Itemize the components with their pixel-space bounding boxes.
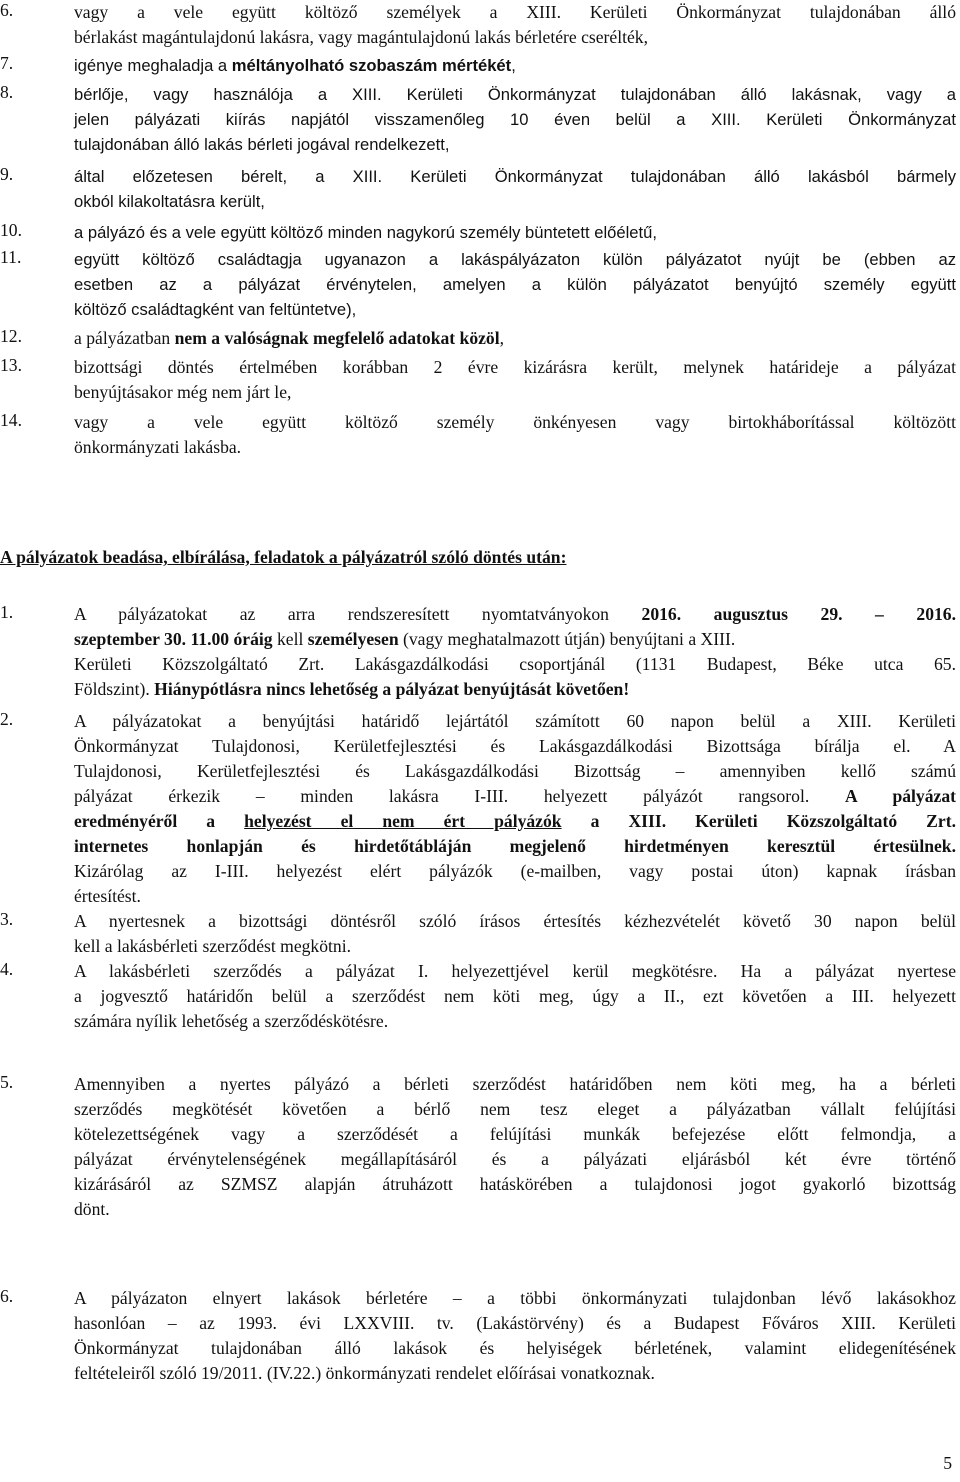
list-item-text: bérlakást magántulajdonú lakásra, vagy magántulajdonú lakás bérletére cserélték, (74, 27, 649, 47)
list-item-text: A nyertesnek a bizottsági döntésről szóló írásos értesítés kézhezvételét követő 30 napon belül (74, 911, 956, 931)
list-item-text: A pályázatokat az arra rendszeresített nyomtatványokon 2016. augusztus 29. – 2016. (74, 604, 956, 624)
list-item-text: együtt költöző családtagja ugyanazon a lakáspályázaton külön pályázatot nyújt be (ebben az (74, 250, 956, 269)
list-item-number: 1. (0, 602, 14, 622)
list-item-number: 6. (0, 1286, 14, 1306)
list-item-number: 14. (0, 410, 22, 430)
list-item-text: szerződés megkötését követően a bérlő nem tesz eleget a pályázatban vállalt felújítási (74, 1099, 956, 1119)
list-item-text: pályázat érkezik – minden lakásra I-III. helyezett pályázót rangsorol. A pályázat (74, 786, 956, 806)
list-item-text: a pályázatban nem a valóságnak megfelelő adatokat közöl, (74, 328, 505, 348)
list-item-text: pályázat érvénytelenségének megállapításáról és a pályázati eljárásból két évre történő (74, 1149, 956, 1169)
list-item-text: kötelezettségének vagy a szerződését a felújítási munkák befejezése előtt felmondja, a (74, 1124, 956, 1144)
list-item-number: 3. (0, 909, 14, 929)
list-item-text: hasonlóan – az 1993. évi LXXVIII. tv. (Lakástörvény) és a Budapest Főváros XIII. Kerületi (74, 1313, 956, 1333)
underlined-text: helyezést el nem ért pályázók (244, 811, 562, 831)
list-item-text: költöző családtagként van feltüntetve), (74, 300, 357, 319)
list-item-text: Önkormányzat tulajdonában álló lakások és helyiségek bérletének, valamint elidegenítésének (74, 1338, 956, 1358)
emphasis-text: szeptember 30. 11.00 óráig (74, 629, 273, 649)
page-number: 5 (943, 1453, 952, 1473)
emphasis-text: méltányolható szobaszám mértékét (231, 56, 512, 75)
list-item-number: 10. (0, 220, 22, 240)
list-item-text: által előzetesen bérelt, a XIII. Kerületi Önkormányzat tulajdonában álló lakásból bármely (74, 167, 956, 186)
list-item-text: vagy a vele együtt költöző személy önkényesen vagy birtokháborítással költözött (74, 412, 956, 432)
emphasis-text: személyesen (307, 629, 399, 649)
list-item-text: szeptember 30. 11.00 óráig kell személyesen (vagy meghatalmazott útján) benyújtani a XIII. (74, 629, 736, 649)
list-item-number: 2. (0, 709, 14, 729)
list-item-text: Tulajdonosi, Kerületfejlesztési és Lakásgazdálkodási Bizottság – amennyiben kellő számú (74, 761, 956, 781)
list-item-text: kell a lakásbérleti szerződést megkötni. (74, 936, 351, 956)
list-item-number: 6. (0, 0, 14, 20)
section-heading: A pályázatok beadása, elbírálása, feladatok a pályázatról szóló döntés után: (0, 547, 567, 567)
list-item-text: bizottsági döntés értelmében korábban 2 évre kizárásra került, melynek határideje a pályázat (74, 357, 956, 377)
list-item-number: 5. (0, 1072, 14, 1092)
list-item-text: Kizárólag az I-III. helyezést elért pályázók (e-mailben, vagy postai úton) kapnak írásban (74, 861, 956, 881)
list-item-text: feltételeiről szóló 19/2011. (IV.22.) önkormányzati rendelet előírásai vonatkoznak. (74, 1363, 655, 1383)
list-item-text: kizárásáról az SZMSZ alapján átruházott hatáskörében a tulajdonosi jogot gyakorló bizottság (74, 1174, 956, 1194)
list-item-text: A pályázatokat a benyújtási határidő lejártától számított 60 napon belül a XIII. Kerületi (74, 711, 956, 731)
list-item-text: vagy a vele együtt költöző személyek a XIII. Kerületi Önkormányzat tulajdonában álló (74, 2, 956, 22)
list-item-text: Amennyiben a nyertes pályázó a bérleti szerződést határidőben nem köti meg, ha a bérleti (74, 1074, 956, 1094)
list-item-text: Önkormányzat Tulajdonosi, Kerületfejlesztési és Lakásgazdálkodási Bizottsága bírálja el. A (74, 736, 956, 756)
emphasis-text: nem a valóságnak megfelelő adatokat közöl (174, 328, 500, 348)
list-item-number: 11. (0, 247, 22, 267)
list-item-text: eredményéről a helyezést el nem ért pályázók a XIII. Kerületi Közszolgáltató Zrt. (74, 811, 956, 831)
list-item-number: 4. (0, 959, 14, 979)
list-item-number: 8. (0, 82, 14, 102)
emphasis-text: A pályázat (844, 786, 956, 806)
list-item-number: 9. (0, 164, 14, 184)
list-item-text: Földszint). Hiánypótlásra nincs lehetőség a pályázat benyújtását követően! (74, 679, 630, 699)
emphasis-text: Hiánypótlásra nincs lehetőség a pályázat benyújtását követően! (154, 679, 630, 699)
list-item-text: benyújtásakor még nem járt le, (74, 382, 292, 402)
list-item-number: 13. (0, 355, 22, 375)
list-item-text: dönt. (74, 1199, 110, 1219)
list-item-text: okból kilakoltatásra került, (74, 192, 265, 211)
list-item-text: a jogvesztő határidőn belül a szerződést nem köti meg, úgy a II., ezt követően a III. helyezett (74, 986, 956, 1006)
list-item-number: 7. (0, 53, 14, 73)
list-item-text: esetben az a pályázat érvénytelen, amelyen a külön pályázatot benyújtó személy együtt (74, 275, 956, 294)
emphasis-text: 2016. augusztus 29. – 2016. (641, 604, 956, 624)
list-item-text: A lakásbérleti szerződés a pályázat I. helyezettjével kerül megkötésre. Ha a pályázat nyertese (74, 961, 956, 981)
list-item-text: önkormányzati lakásba. (74, 437, 242, 457)
list-item-number: 12. (0, 326, 22, 346)
list-item-text: értesítést. (74, 886, 141, 906)
list-item-text: tulajdonában álló lakás bérleti jogával rendelkezett, (74, 135, 450, 154)
list-item-text: internetes honlapján és hirdetőtábláján megjelenő hirdetményen keresztül értesülnek. (74, 836, 956, 856)
list-item-text: a pályázó és a vele együtt költöző minden nagykorú személy büntetett előéletű, (74, 223, 657, 242)
list-item-text: számára nyílik lehetőség a szerződéskötésre. (74, 1011, 389, 1031)
list-item-text: jelen pályázati kiírás napjától visszamenőleg 10 éven belül a XIII. Kerületi Önkormányzat (74, 110, 956, 129)
list-item-text: igénye meghaladja a méltányolható szobaszám mértékét, (74, 56, 516, 75)
list-item-text: A pályázaton elnyert lakások bérletére – a többi önkormányzati tulajdonban lévő lakásokhoz (74, 1288, 956, 1308)
list-item-text: Kerületi Közszolgáltató Zrt. Lakásgazdálkodási csoportjánál (1131 Budapest, Béke utca 65. (74, 654, 956, 674)
list-item-text: bérlője, vagy használója a XIII. Kerületi Önkormányzat tulajdonában álló lakásnak, vagy a (74, 85, 956, 104)
